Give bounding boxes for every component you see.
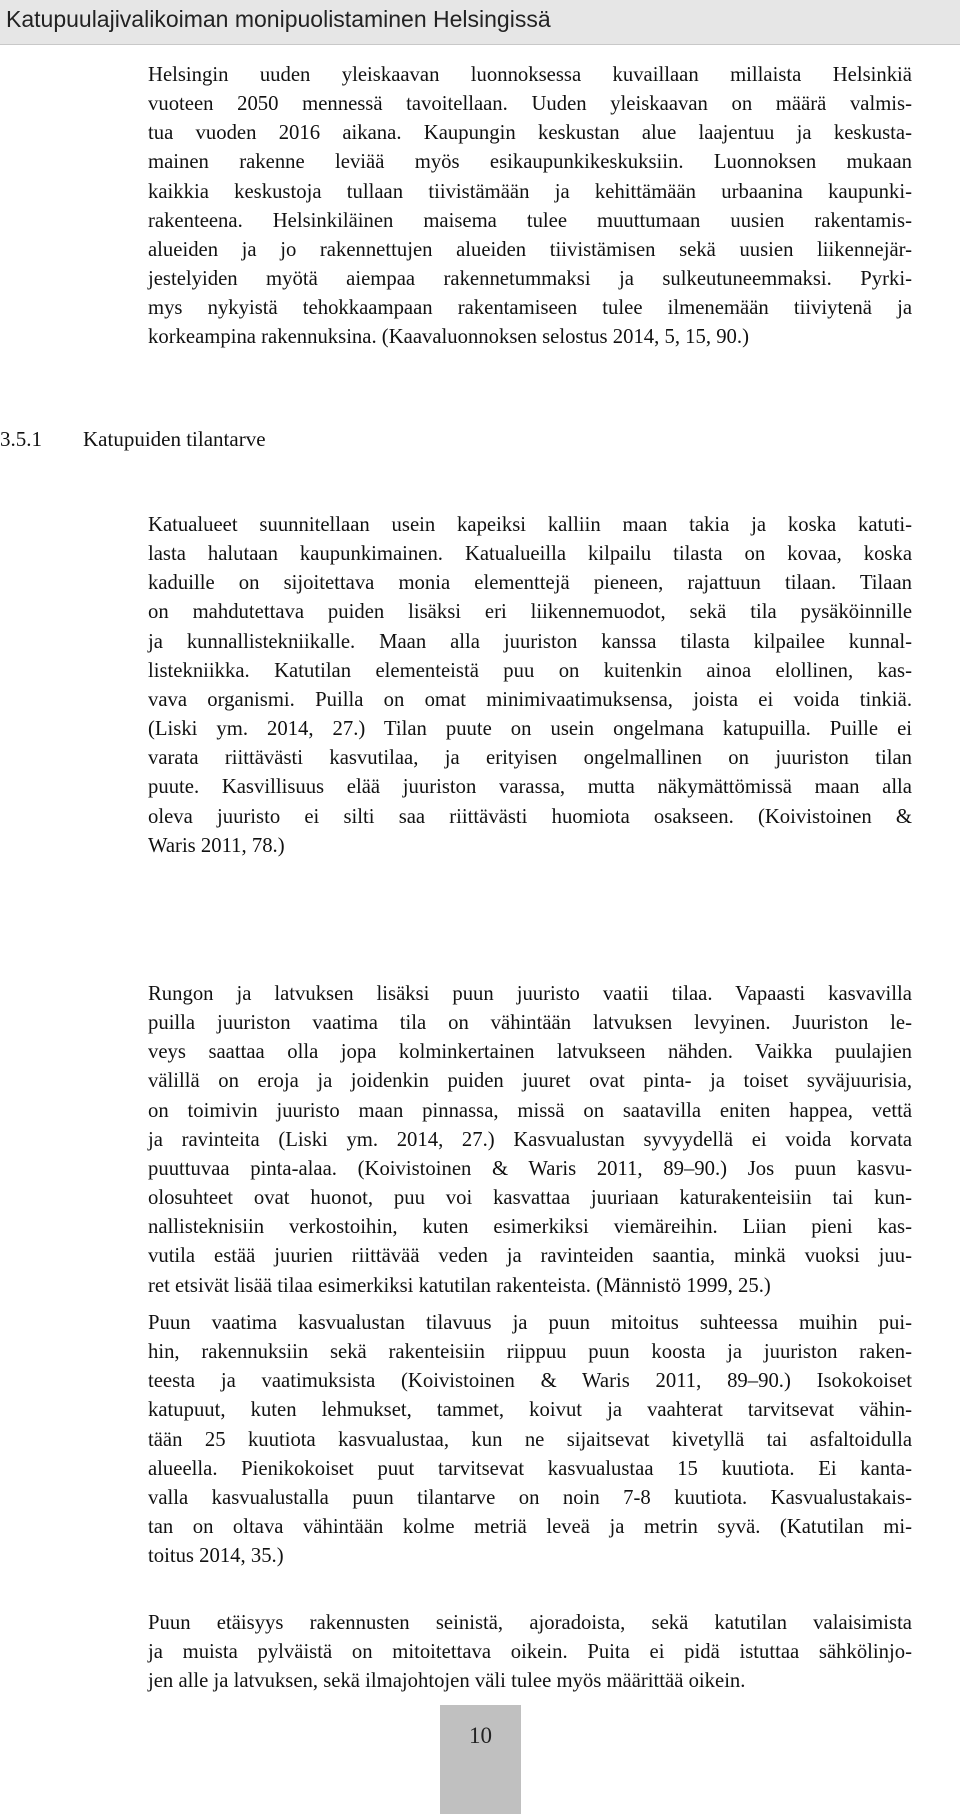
- text-line: vava organismi. Puilla on omat minimivaatimuksensa, joista ei voida tinkiä.: [148, 688, 912, 711]
- text-line: vuoteen 2050 mennessä tavoitellaan. Uuden yleiskaavan on määrä valmis-: [148, 93, 912, 116]
- text-line: kaduille on sijoitettava monia elementtejä pieneen, rajattuun tilaan. Tilaan: [148, 572, 912, 595]
- section-title: Katupuiden tilantarve: [83, 427, 266, 451]
- text-line: olosuhteet ovat huonot, puu voi kasvattaa juuriaan katurakenteisiin tai kun-: [148, 1187, 912, 1210]
- text-line: kaikkia keskustoja tullaan tiivistämään ja kehittämään urbaanina kaupunki-: [148, 180, 912, 203]
- text-line: alueella. Pienikokoiset puut tarvitsevat kasvualustaa 15 kuutiota. Ei kanta-: [148, 1457, 912, 1480]
- page-number-box: [440, 1705, 521, 1814]
- text-line: Waris 2011, 78.): [148, 834, 285, 857]
- text-line: alueiden ja jo rakennettujen alueiden tiivistämisen sekä uusien liikennejär-: [148, 238, 912, 261]
- paragraph-1: [148, 61, 912, 353]
- text-line: ret etsivät lisää tilaa esimerkiksi katutilan rakenteista. (Männistö 1999, 25.): [148, 1274, 771, 1297]
- text-line: varata riittävästi kasvutilaa, ja erityisen ongelmallinen on juuriston tilan: [148, 747, 912, 770]
- document-title: Katupuulajivalikoiman monipuolistaminen Helsingissä: [6, 6, 551, 32]
- text-line: ja kunnallistekniikalle. Maan alla juuriston kanssa tilasta kilpailee kunnal-: [148, 630, 912, 653]
- text-line: Puun etäisyys rakennusten seinistä, ajoradoista, sekä katutilan valaisimista: [148, 1612, 912, 1634]
- text-line: oleva juuristo ei silti saa riittävästi huomiota osakseen. (Koivistoinen &: [148, 805, 912, 828]
- text-line: hin, rakennuksiin sekä rakenteisiin riippuu puun koosta ja juuriston raken-: [148, 1341, 912, 1364]
- text-line: katupuut, kuten lehmukset, tammet, koivut ja vaahterat tarvitsevat vähin-: [148, 1399, 912, 1422]
- text-line: on mahdutettava puiden lisäksi eri liikennemuodot, sekä tila pysäköinnille: [148, 601, 912, 624]
- text-line: teesta ja vaatimuksista (Koivistoinen & Waris 2011, 89–90.) Isokokoiset: [148, 1370, 912, 1393]
- text-line: tan on oltava vähintään kolme metriä leveä ja metrin syvä. (Katutilan mi-: [148, 1516, 912, 1539]
- text-line: ja ravinteita (Liski ym. 2014, 27.) Kasvualustan syvyydellä ei voida korvata: [148, 1128, 912, 1151]
- page-number: 10: [469, 1723, 492, 1748]
- text-line: puilla juuriston vaatima tila on vähintään latvuksen levyinen. Juuriston le-: [148, 1012, 912, 1035]
- section-number: 3.5.1: [0, 427, 42, 451]
- text-line: Katualueet suunnitellaan usein kapeiksi kalliin maan takia ja koska katuti-: [148, 514, 912, 536]
- text-line: Rungon ja latvuksen lisäksi puun juuristo vaatii tilaa. Vapaasti kasvavilla: [148, 983, 912, 1005]
- text-line: Puun vaatima kasvualustan tilavuus ja puun mitoitus suhteessa muihin pui-: [148, 1312, 912, 1334]
- text-line: (Liski ym. 2014, 27.) Tilan puute on usein ongelmana katupuilla. Puille ei: [148, 718, 912, 741]
- text-line: jen alle ja latvuksen, sekä ilmajohtojen väli tulee myös määrittää oikein.: [148, 1670, 746, 1693]
- text-line: listekniikka. Katutilan elementeistä puu on kuitenkin ainoa elollinen, kas-: [148, 659, 912, 682]
- text-line: nallisteknisiin verkostoihin, kuten esimerkiksi viemäreihin. Liian pieni kas-: [148, 1216, 912, 1239]
- text-line: puute. Kasvillisuus elää juuriston varassa, mutta näkymättömissä maan alla: [148, 776, 912, 799]
- text-line: vutila estää juurien riittävää veden ja ravinteiden saantia, minkä vuoksi juu-: [148, 1245, 912, 1268]
- paragraph-3: [148, 980, 912, 1301]
- paragraph-5: [148, 1609, 912, 1696]
- text-line: tään 25 kuutiota kasvualustaa, kun ne sijaitsevat kivetyllä tai asfaltoidulla: [148, 1428, 912, 1451]
- paragraph-2: [148, 511, 912, 861]
- running-header: [0, 0, 960, 45]
- text-line: puuttuvaa pinta-alaa. (Koivistoinen & Waris 2011, 89–90.) Jos puun kasvu-: [148, 1157, 912, 1180]
- text-line: tua vuoden 2016 aikana. Kaupungin keskustan alue laajentuu ja keskusta-: [148, 122, 912, 145]
- text-line: valla kasvualustalla puun tilantarve on noin 7-8 kuutiota. Kasvualustakais-: [148, 1486, 912, 1509]
- text-line: Helsingin uuden yleiskaavan luonnoksessa kuvaillaan millaista Helsinkiä: [148, 64, 912, 86]
- text-line: toitus 2014, 35.): [148, 1545, 284, 1568]
- text-line: ja muista pylväistä on mitoitettava oikein. Puita ei pidä istuttaa sähkölinjo-: [148, 1641, 912, 1664]
- paragraph-4: [148, 1309, 912, 1571]
- text-line: mainen rakenne leviää myös esikaupunkikeskuksiin. Luonnoksen mukaan: [148, 151, 912, 174]
- text-line: veys saattaa olla jopa kolminkertainen latvukseen nähden. Vaikka puulajien: [148, 1041, 912, 1064]
- text-line: korkeampina rakennuksina. (Kaavaluonnoksen selostus 2014, 5, 15, 90.): [148, 326, 749, 349]
- text-line: rakenteena. Helsinkiläinen maisema tulee muuttumaan uusien rakentamis-: [148, 209, 912, 232]
- text-line: on toimivin juuristo maan pinnassa, missä on saatavilla eniten happea, vettä: [148, 1099, 912, 1122]
- text-line: lasta halutaan kaupunkimainen. Katualueilla kilpailu tilasta on kovaa, koska: [148, 543, 912, 566]
- text-line: mys nykyistä tehokkaampaan rakentamiseen tulee ilmenemään tiiviytenä ja: [148, 297, 912, 320]
- text-line: jestelyiden myötä aiempaa rakennetummaksi ja sulkeutuneemmaksi. Pyrki-: [148, 268, 912, 291]
- text-line: välillä on eroja ja joidenkin puiden juuret ovat pinta- ja toiset syväjuurisia,: [148, 1070, 912, 1093]
